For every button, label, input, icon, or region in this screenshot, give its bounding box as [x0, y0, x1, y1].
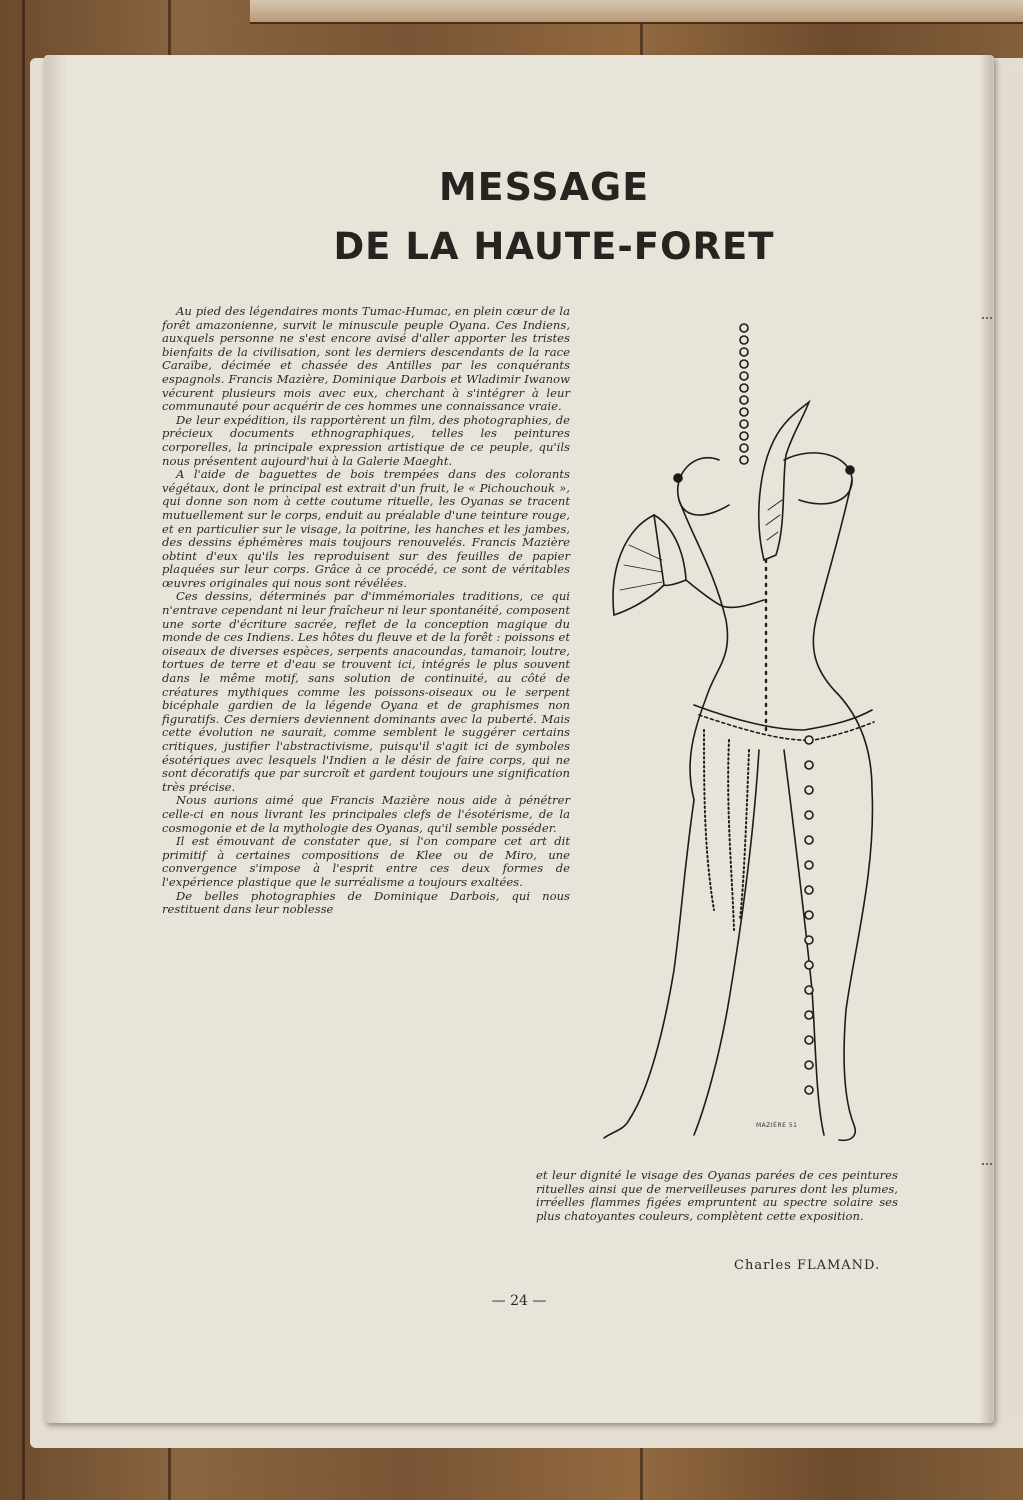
- binding-stitch: [982, 317, 992, 325]
- article-paragraph: De leur expédition, ils rapportèrent un film, des photographies, de précieux documents ethnographiques, telles les peintures corporelles, la principale expression artistique de ce peuple, qu'ils nous présentent aujourd'hui à la Galerie Maeght.: [162, 412, 570, 468]
- figure-torso-left: [679, 500, 728, 800]
- article-paragraph: et leur dignité le visage des Oyanas parées de ces peintures rituelles ainsi que de merveilleuses parures dont les plumes, irréelles flammes figées empruntent au spectre solaire ses plus chatoyantes couleurs, complètent cette exposition.: [536, 1168, 898, 1223]
- page-number: — 24 —: [491, 1293, 547, 1309]
- binding-stitch: [982, 1163, 992, 1171]
- fish-bird-motif: [759, 402, 809, 560]
- article-title-line2: DE LA HAUTE-FORET: [333, 225, 775, 268]
- figure-leg-inner-right: [784, 750, 824, 1135]
- butterfly-motif: [613, 515, 764, 615]
- article-paragraph: Ces dessins, déterminés par d'immémoriales traditions, ce qui n'entrave cependant ni leur fraîcheur ni leur spontanéité, composent une sorte d'écriture sacrée, reflet de la conception magique du monde de ces Indiens. Les hôtes du fleuve et de la forêt : poissons et oiseaux de diverses espèces, serpents anacoundas, tamanoir, loutre, tortues de terre et d'eau se trouvent ici, intégrés le plus souvent dans le même motif, sans solution de continuité, au côté de créatures mythiques comme les poissons-oiseaux ou le serpent bicéphale gardien de la légende Oyana et de graphismes non figuratifs. Ces derniers deviennent dominants avec la puberté. Mais cette évolution ne saurait, comme semblent le suggérer certains critiques, justifier l'abstractivisme, puisqu'il s'agit ici de symboles ésotériques avec lesquels l'Indien a le désir de faire corps, qui ne sont décoratifs que par surcroît et gardent toujours une signification très précise.: [162, 589, 570, 794]
- article-paragraph: Il est émouvant de constater que, si l'on compare cet art dit primitif à certaines compositions de Klee ou de Miro, une convergence s'impose à l'esprit entre ces deux formes de l'expérience plastique que le surréalisme a toujours exaltées.: [162, 834, 570, 889]
- figure-breast-left: [678, 458, 729, 515]
- figure-leg-left: [604, 800, 694, 1138]
- figure-leg-inner-left: [694, 750, 759, 1135]
- figure-leg-right: [839, 790, 872, 1140]
- hip-band: [694, 705, 872, 730]
- article-title-line1: MESSAGE: [438, 165, 650, 209]
- artist-signature: MAZIÈRE 51: [756, 1122, 798, 1129]
- magazine-page: [44, 55, 994, 1423]
- beaded-strand: [740, 324, 748, 464]
- previous-book-edge: [250, 0, 1023, 24]
- figure-torso-right: [813, 480, 872, 790]
- article-author: Charles FLAMAND.: [734, 1258, 881, 1273]
- article-paragraph: Nous aurions aimé que Francis Mazière nous aide à pénétrer celle-ci en nous livrant les principales clefs de l'ésotérisme, de la cosmogonie et de la mythologie des Oyanas, qu'il semble posséder.: [162, 793, 570, 835]
- article-paragraph: A l'aide de baguettes de bois trempées dans des colorants végétaux, dont le principal est extrait d'un fruit, le « Pichouchouk », qui donne son nom à cette coutume rituelle, les Oyanas se tracent mutuellement sur le corps, enduit au préalable d'une teinture rouge, et en particulier sur le visage, la poitrine, les hanches et les jambes, des dessins éphémères mais toujours renouvelés. Francis Mazière obtint d'eux qu'ils les reproduisent sur des feuilles de papier plaquées sur leur corps. Grâce à ce procédé, ce sont de véritables œuvres originales qui nous sont révélées.: [162, 467, 570, 590]
- article-column-left: [162, 305, 570, 917]
- beaded-pendant-strand: [805, 736, 813, 1094]
- figure-illustration: [554, 310, 914, 1145]
- article-paragraph: Au pied des légendaires monts Tumac-Humac, en plein cœur de la forêt amazonienne, survit le minuscule peuple Oyana. Ces Indiens, auxquels personne ne s'est encore avisé d'aller apporter les tristes bienfaits de la civilisation, sont les derniers descendants de la race Caraïbe, décimée et chassée des Antilles par les conquérants espagnols. Francis Mazière, Dominique Darbois et Wladimir Iwanow vécurent plusieurs mois avec eux, cherchant à s'intégrer à leur communauté pour acquérir de ces hommes une connaissance vraie.: [162, 304, 570, 414]
- article-paragraph: De belles photographies de Dominique Darbois, qui nous restituent dans leur noblesse: [162, 888, 570, 917]
- figure-breast-right: [784, 453, 852, 504]
- article-column-right: [536, 1169, 898, 1223]
